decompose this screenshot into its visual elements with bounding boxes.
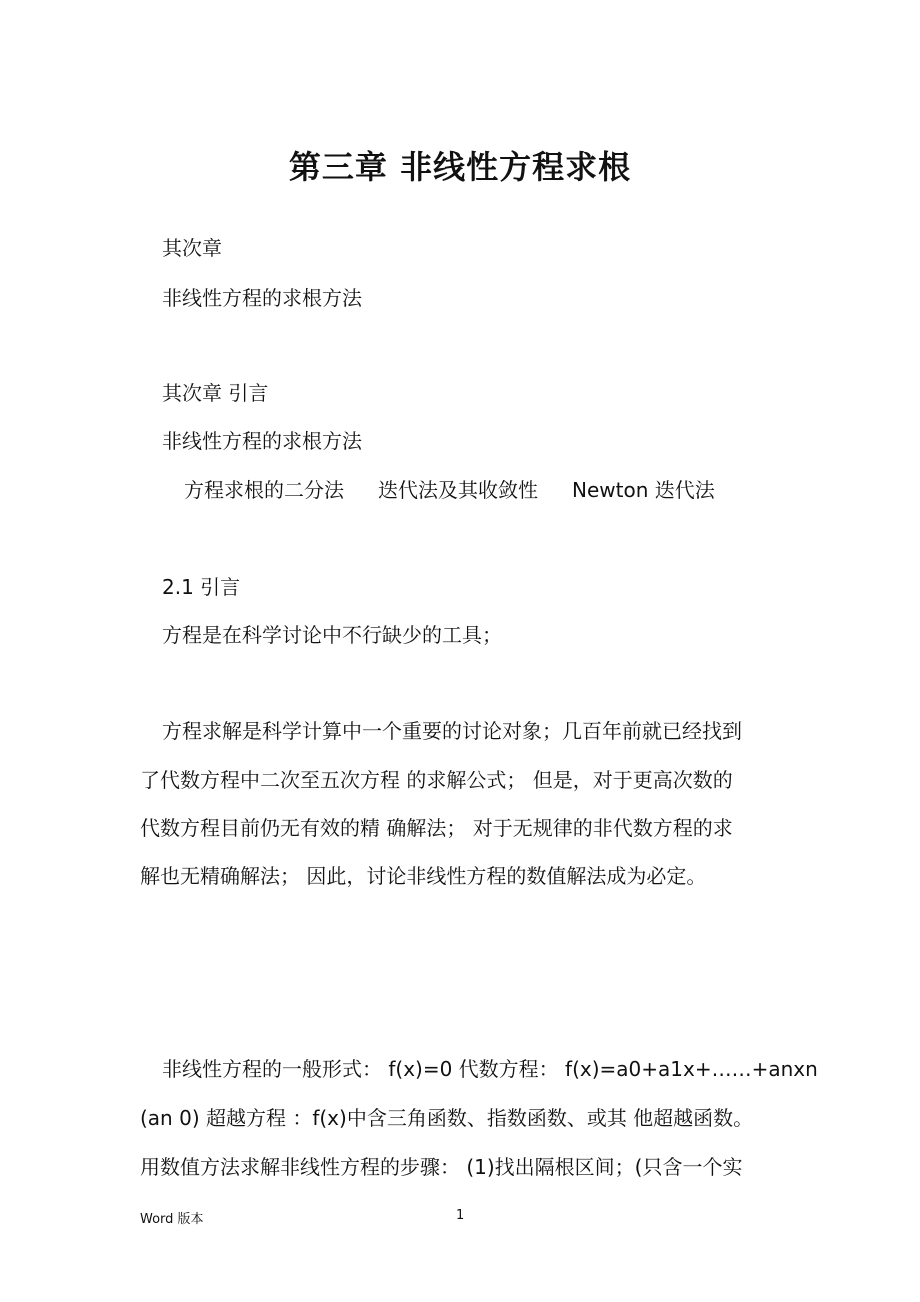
- toc-item-bisection: 方程求根的二分法: [184, 478, 344, 502]
- paragraph-2-line-2: 了代数方程中二次至五次方程 的求解公式； 但是，对于更高次数的: [140, 768, 733, 792]
- toc-line: [184, 474, 715, 503]
- section-intro-heading: 其次章 引言: [162, 381, 269, 405]
- paragraph-1: 方程是在科学讨论中不行缺少的工具；: [162, 623, 502, 647]
- paragraph-3-line-3: 用数值方法求解非线性方程的步骤： (1)找出隔根区间；(只含一个实: [140, 1155, 743, 1179]
- page-number: 1: [456, 1208, 465, 1223]
- heading-chapter: 其次章: [162, 236, 222, 260]
- chapter-title: 第三章 非线性方程求根: [288, 148, 632, 186]
- paragraph-2-line-4: 解也无精确解法； 因此，讨论非线性方程的数值解法成为必定。: [140, 864, 707, 888]
- heading-topic: 非线性方程的求根方法: [162, 286, 362, 310]
- footer-label: Word 版本: [140, 1212, 204, 1227]
- paragraph-3-line-2: (an 0) 超越方程 ：f(x)中含三角函数、指数函数、或其 他超越函数。: [140, 1106, 754, 1130]
- paragraph-3-line-1: 非线性方程的一般形式： f(x)=0 代数方程： f(x)=a0+a1x+……+anxn: [162, 1057, 818, 1081]
- toc-item-iteration: 迭代法及其收敛性: [378, 478, 538, 502]
- subsection-heading: 2.1 引言: [162, 575, 241, 599]
- section-methods-heading: 非线性方程的求根方法: [162, 429, 362, 453]
- paragraph-2-line-3: 代数方程目前仍无有效的精 确解法； 对于无规律的非代数方程的求: [140, 816, 733, 840]
- toc-item-newton: Newton 迭代法: [572, 478, 715, 502]
- paragraph-2-line-1: 方程求解是科学计算中一个重要的讨论对象；几百年前就已经找到: [162, 719, 742, 743]
